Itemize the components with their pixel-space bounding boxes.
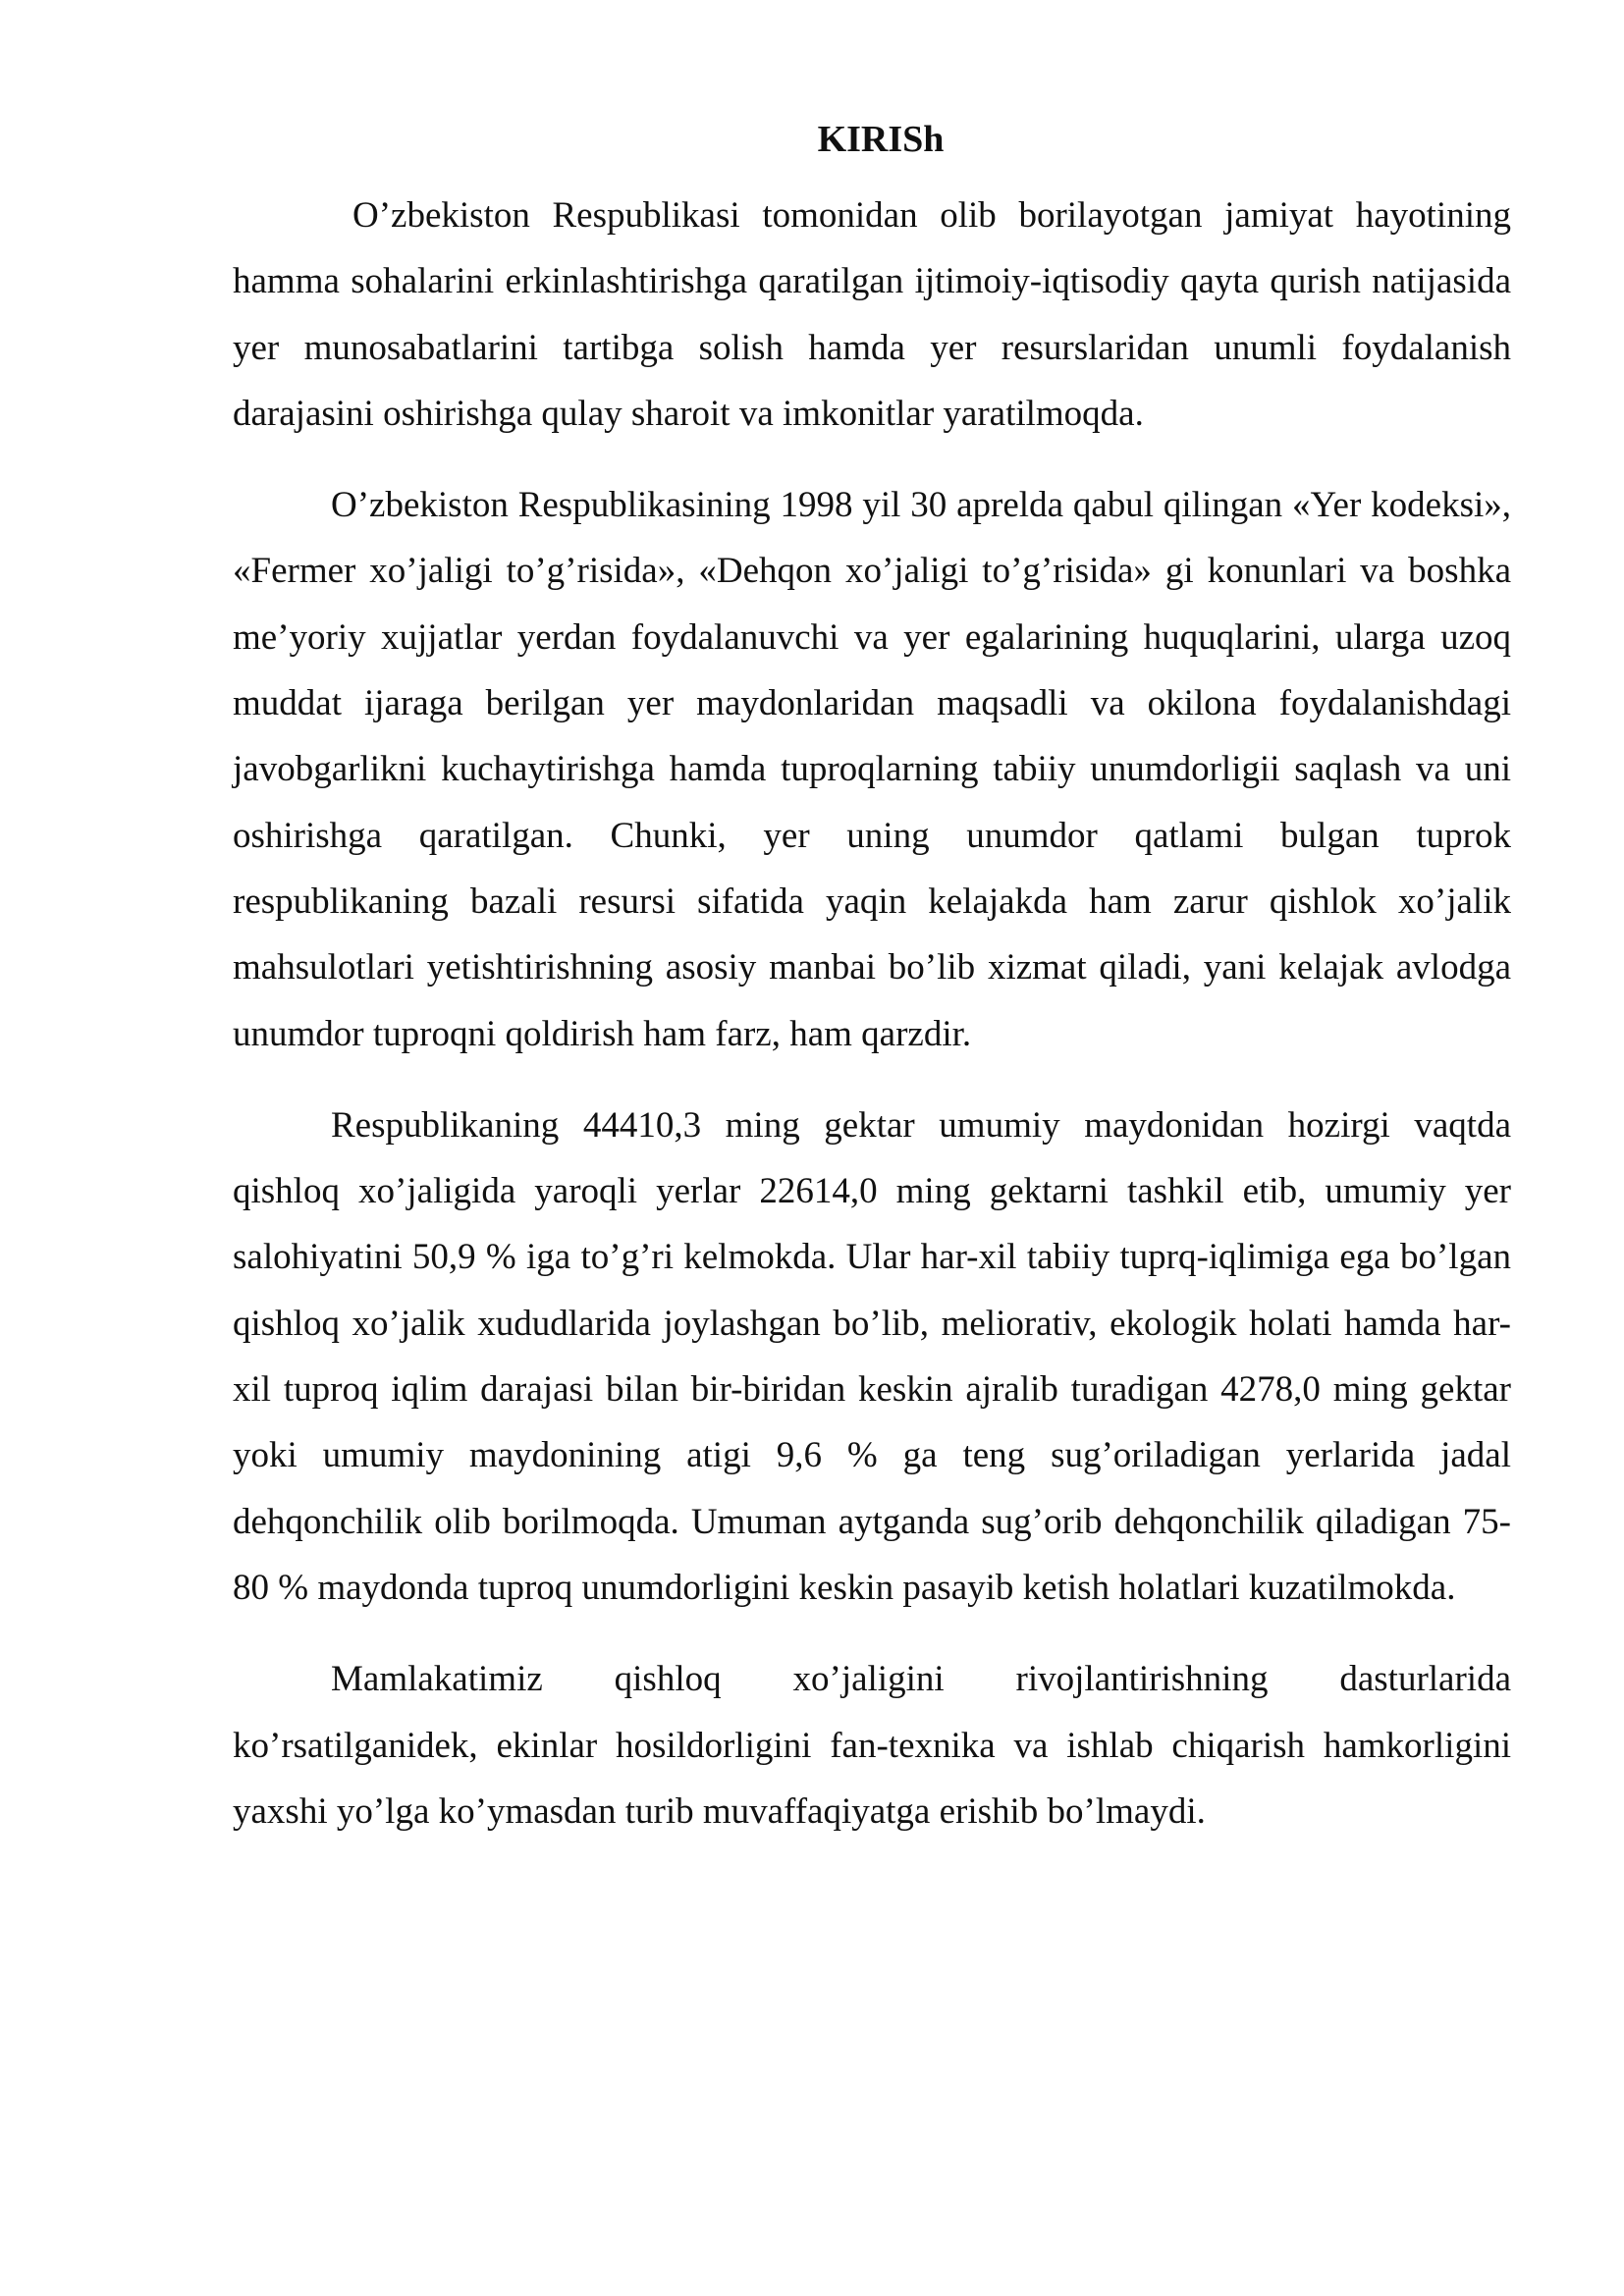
paragraph-3: Respublikaning 44410,3 ming gektar umumiy maydonidan hozirgi vaqtda qishloq xo’jaligida yaroqli yerlar 22614,0 ming gektarni tashkil etib, umumiy yer salohiyatini 50,9 % iga to’g’ri kelmokda. Ular har-xil tabiiy tuprq-iqlimiga ega bo’lgan qishloq xo’jalik xududlarida joylashgan bo’lib, meliorativ, ekologik holati hamda har-xil tuproq iqlim darajasi bilan bir-biridan keskin ajralib turadigan 4278,0 ming gektar yoki umumiy maydonining atigi 9,6 % ga teng sug’oriladigan yerlarida jadal dehqonchilik olib borilmoqda. Umuman aytganda sug’orib dehqonchilik qiladigan 75-80 % maydonda tuproq unumdorligini keskin pasayib ketish holatlari kuzatilmokda. [233, 1104, 1511, 1608]
paragraph-1: O’zbekiston Respublikasi tomonidan olib borilayotgan jamiyat hayotining hamma sohalarini erkinlashtirishga qaratilgan ijtimoiy-iqtisodiy qayta qurish natijasida yer munosabatlarini tartibga solish hamda yer resurslaridan unumli foydalanish darajasini oshirishga qulay sharoit va imkonitlar yaratilmoqda. [233, 195, 1511, 434]
document-body [233, 110, 1511, 1870]
paragraph-4: Mamlakatimiz qishloq xo’jaligini rivojlantirishning dasturlarida ko’rsatilganidek, ekinlar hosildorligini fan-texnika va ishlab chiqarish hamkorligini yaxshi yo’lga ko’ymasdan turib muvaffaqiyatga erishib bo’lmaydi. [233, 1659, 1511, 1832]
paragraph-2: O’zbekiston Respublikasining 1998 yil 30 aprelda qabul qilingan «Yer kodeksi», «Fermer xo’jaligi to’g’risida», «Dehqon xo’jaligi to’g’risida» gi konunlari va boshka me’yoriy xujjatlar yerdan foydalanuvchi va yer egalarining huquqlarini, ularga uzoq muddat ijaraga berilgan yer maydonlaridan maqsadli va okilona foydalanishdagi javobgarlikni kuchaytirishga hamda tuproqlarning tabiiy unumdorligii saqlash va uni oshirishga qaratilgan. Chunki, yer uning unumdor qatlami bulgan tuprok respublikaning bazali resursi sifatida yaqin kelajakda ham zarur qishlok xo’jalik mahsulotlari yetishtirishning asosiy manbai bo’lib xizmat qiladi, yani kelajak avlodga unumdor tuproqni qoldirish ham farz, ham qarzdir. [233, 485, 1511, 1054]
page-title: KIRISh [817, 119, 945, 160]
